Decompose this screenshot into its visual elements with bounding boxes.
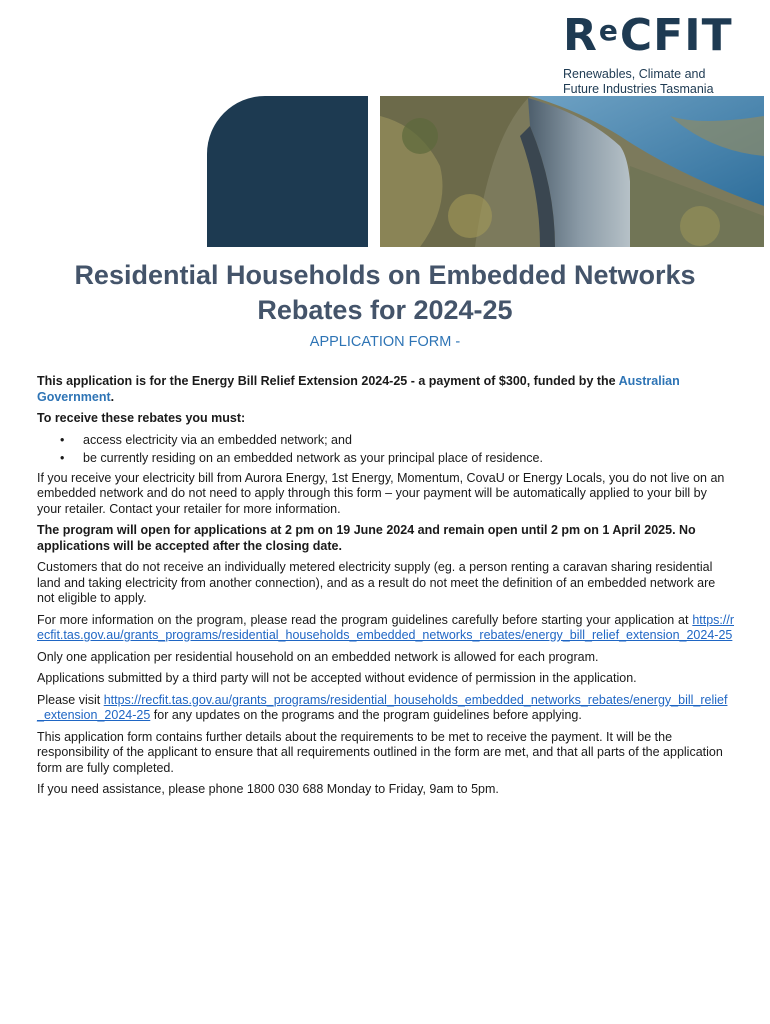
logo-wordmark: $R^eCFIT$ (563, 10, 733, 61)
retailer-paragraph: If you receive your electricity bill from Aurora Energy, 1st Energy, Momentum, CovaU or Energy Locals, you do not live on an embedded network and do not need to apply through this form – your payment will be automatically applied to your bill by your retailer. Contact your retailer for more information. (37, 470, 725, 516)
logo-subtitle (563, 67, 763, 97)
dam-photo (380, 96, 764, 247)
more-info-paragraph: For more information on the program, please read the program guidelines carefully before starting your application at https://recfit.tas.gov.au/grants_programs/residential_households_embedded_networks_rebates/energy_bill_relief_extension_2024-25 (37, 612, 735, 642)
eligibility-paragraph: Customers that do not receive an individually metered electricity supply (eg. a person renting a caravan sharing residential land and taking electricity from another connection), and as a result do not meet the definition of an embedded network are not eligible to apply. (37, 560, 716, 605)
requirements-list (37, 433, 734, 467)
decorative-navy-block (207, 96, 368, 247)
assistance-paragraph: If you need assistance, please phone 1800 030 688 Monday to Friday, 9am to 5pm. (37, 782, 499, 796)
logo-subtitle-line1: Renewables, Climate and (563, 67, 706, 81)
requirement-item: • be currently residing on an embedded network as your principal place of residence. (37, 451, 734, 467)
requirements-heading: To receive these rebates you must: (37, 411, 246, 425)
guidelines-link[interactable]: https://recfit.tas.gov.au/grants_programs/residential_households_embedded_networks_rebates/energy_bill_relief_extension_2024-25 (37, 612, 735, 642)
intro-paragraph: This application is for the Energy Bill Relief Extension 2024-25 - a payment of $300, funded by the Australian Government. (37, 374, 680, 404)
recfit-logo (563, 10, 763, 97)
third-party-paragraph: Applications submitted by a third party will not be accepted without evidence of permission in the application. (37, 671, 637, 685)
updates-link[interactable]: https://recfit.tas.gov.au/grants_programs/residential_households_embedded_networks_rebates/energy_bill_relief_extension_2024-25 (37, 692, 728, 722)
title-line1: Residential Households on Embedded Networks (74, 260, 696, 290)
logo-subtitle-line2: Future Industries Tasmania (563, 82, 714, 96)
visit-paragraph: Please visit https://recfit.tas.gov.au/grants_programs/residential_households_embedded_networks_rebates/energy_bill_relief_extension_2024-25 for any updates on the programs and the program guidelines before applying. (37, 692, 728, 722)
dates-paragraph: The program will open for applications at 2 pm on 19 June 2024 and remain open until 2 pm on 1 April 2025. No applications will be accepted after the closing date. (37, 523, 696, 553)
page-title (0, 258, 770, 328)
form-subtitle: APPLICATION FORM - (309, 334, 461, 350)
requirement-item: • access electricity via an embedded network; and (37, 433, 734, 449)
one-application-paragraph: Only one application per residential household on an embedded network is allowed for each program. (37, 649, 599, 664)
funder-highlight: Australian Government (37, 374, 680, 404)
main-content (37, 374, 734, 804)
responsibility-paragraph: This application form contains further details about the requirements to be met to receive the payment. It will be the responsibility of the applicant to ensure that all requirements outlined in the form are met, and that all parts of the application form are fully completed. (37, 729, 723, 775)
title-line2: Rebates for 2024-25 (257, 295, 513, 325)
